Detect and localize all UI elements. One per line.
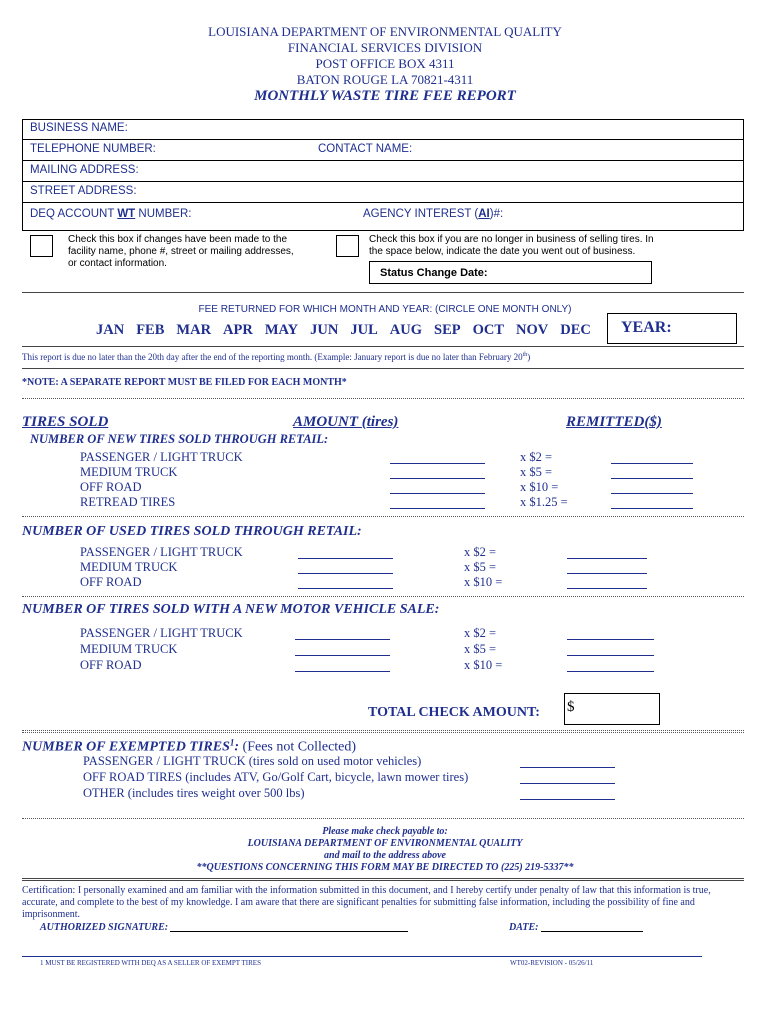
month-jul[interactable]: JUL bbox=[350, 322, 378, 338]
divider bbox=[22, 292, 744, 293]
rate-label: x $5 = bbox=[520, 465, 553, 479]
month-mar[interactable]: MAR bbox=[176, 322, 212, 338]
remitted-field[interactable] bbox=[567, 671, 654, 672]
month-apr[interactable]: APR bbox=[223, 322, 253, 338]
rate-label: x $10 = bbox=[520, 480, 559, 494]
remitted-field[interactable] bbox=[567, 655, 654, 656]
remitted-field[interactable] bbox=[567, 558, 647, 559]
remitted-field[interactable] bbox=[611, 478, 693, 479]
rate-label: x $10 = bbox=[464, 575, 503, 589]
total-check-field[interactable] bbox=[564, 693, 660, 725]
month-jun[interactable]: JUN bbox=[310, 322, 339, 338]
divider bbox=[22, 880, 744, 881]
exempt-tire-label: OFF ROAD TIRES (includes ATV, Go/Golf Cart, bicycle, lawn mower tires) bbox=[83, 770, 469, 784]
tire-type-label: MEDIUM TRUCK bbox=[80, 465, 178, 479]
amount-field[interactable] bbox=[390, 508, 485, 509]
revision: WT02-REVISION - 05/26/11 bbox=[510, 959, 594, 967]
mailing-address-label: MAILING ADDRESS: bbox=[30, 164, 139, 176]
business-name-field[interactable] bbox=[22, 119, 744, 140]
amount-field[interactable] bbox=[298, 588, 393, 589]
divider bbox=[22, 398, 744, 399]
month-list bbox=[96, 322, 603, 339]
telephone-field[interactable]: TELEPHONE NUMBER: bbox=[30, 143, 156, 155]
rate-label: x $1.25 = bbox=[520, 495, 568, 509]
tire-type-label: PASSENGER / LIGHT TRUCK bbox=[80, 626, 243, 640]
date-line[interactable] bbox=[541, 931, 643, 932]
tire-type-label: OFF ROAD bbox=[80, 575, 142, 589]
month-dec[interactable]: DEC bbox=[560, 322, 591, 338]
rate-label: x $2 = bbox=[464, 626, 497, 640]
month-aug[interactable]: AUG bbox=[389, 322, 423, 338]
tire-type-label: OFF ROAD bbox=[80, 480, 142, 494]
total-check-label: TOTAL CHECK AMOUNT: bbox=[368, 705, 540, 720]
agency-interest-field[interactable]: AGENCY INTEREST (AI)#: bbox=[363, 208, 504, 220]
remitted-field[interactable] bbox=[567, 588, 647, 589]
rate-label: x $2 = bbox=[464, 545, 497, 559]
new-retail-title: NUMBER OF NEW TIRES SOLD THROUGH RETAIL: bbox=[30, 432, 329, 446]
amount-field[interactable] bbox=[390, 478, 485, 479]
divider bbox=[22, 596, 744, 597]
month-may[interactable]: MAY bbox=[264, 322, 299, 338]
payment-line-2: LOUISIANA DEPARTMENT OF ENVIRONMENTAL QUALITY bbox=[247, 838, 523, 849]
exempt-amount-field[interactable] bbox=[520, 767, 615, 768]
signature-label: AUTHORIZED SIGNATURE: bbox=[40, 922, 169, 933]
rate-label: x $10 = bbox=[464, 658, 503, 672]
amount-field[interactable] bbox=[390, 463, 485, 464]
form-title: MONTHLY WASTE TIRE FEE REPORT bbox=[254, 88, 516, 104]
exempt-tire-label: PASSENGER / LIGHT TRUCK (tires sold on used motor vehicles) bbox=[83, 754, 422, 768]
header-line-1: LOUISIANA DEPARTMENT OF ENVIRONMENTAL QUALITY bbox=[208, 24, 562, 39]
remitted-field[interactable] bbox=[567, 573, 647, 574]
header-line-2: FINANCIAL SERVICES DIVISION bbox=[287, 40, 483, 55]
business-name-label: BUSINESS NAME: bbox=[30, 122, 128, 134]
exempted-title: NUMBER OF EXEMPTED TIRES$^1$: (Fees not Collected) bbox=[22, 737, 357, 755]
month-oct[interactable]: OCT bbox=[472, 322, 505, 338]
rate-label: x $2 = bbox=[520, 450, 553, 464]
amount-field[interactable] bbox=[295, 671, 390, 672]
exempt-tire-label: OTHER (includes tires weight over 500 lbs) bbox=[83, 786, 305, 800]
footnote: 1 MUST BE REGISTERED WITH DEQ AS A SELLER OF EXEMPT TIRES bbox=[40, 959, 261, 967]
divider bbox=[22, 818, 744, 819]
telephone-contact-row bbox=[22, 140, 744, 161]
changes-checkbox-text: Check this box if changes have been made to the facility name, phone #, street or mailing addresses, or contact information. bbox=[68, 234, 294, 269]
due-note: This report is due no later than the 20th day after the end of the reporting month. (Example: January report is due no later than February 20th) bbox=[22, 352, 531, 362]
account-row bbox=[22, 203, 744, 230]
payment-line-3: and mail to the address above bbox=[324, 850, 446, 861]
tire-type-label: PASSENGER / LIGHT TRUCK bbox=[80, 450, 243, 464]
period-instruction: FEE RETURNED FOR WHICH MONTH AND YEAR: (CIRCLE ONE MONTH ONLY) bbox=[198, 304, 572, 315]
out-of-business-text: Check this box if you are no longer in business of selling tires. In the space below, indicate the date you went out of business. bbox=[369, 234, 654, 257]
out-of-business-checkbox[interactable] bbox=[336, 235, 359, 257]
amount-field[interactable] bbox=[298, 573, 393, 574]
month-feb[interactable]: FEB bbox=[136, 322, 165, 338]
column-amount: AMOUNT (tires) bbox=[293, 414, 399, 430]
changes-checkbox[interactable] bbox=[30, 235, 53, 257]
remitted-field[interactable] bbox=[567, 639, 654, 640]
street-address-label: STREET ADDRESS: bbox=[30, 185, 137, 197]
amount-field[interactable] bbox=[298, 558, 393, 559]
amount-field[interactable] bbox=[295, 655, 390, 656]
divider bbox=[22, 878, 744, 879]
contact-name-field[interactable]: CONTACT NAME: bbox=[318, 143, 413, 155]
column-remitted: REMITTED($) bbox=[566, 414, 662, 430]
used-retail-title: NUMBER OF USED TIRES SOLD THROUGH RETAIL: bbox=[22, 524, 362, 539]
signature-line[interactable] bbox=[170, 931, 408, 932]
currency-symbol: $ bbox=[567, 699, 575, 715]
divider bbox=[22, 516, 744, 517]
separate-report-note: *NOTE: A SEPARATE REPORT MUST BE FILED FOR EACH MONTH* bbox=[22, 377, 347, 388]
remitted-field[interactable] bbox=[611, 463, 693, 464]
certification-text: Certification: I personally examined and am familiar with the information submitted in this document, and I hereby certify under penalty of law that this information is true, accurate, and complete to the best of my knowledge. I am aware that there are significant penalties for submitting false information, including the possibility of fine and imprisonment. bbox=[22, 885, 711, 920]
divider bbox=[22, 346, 744, 347]
divider bbox=[22, 732, 744, 733]
year-label: YEAR: bbox=[621, 319, 672, 336]
questions-line: **QUESTIONS CONCERNING THIS FORM MAY BE DIRECTED TO (225) 219-5337** bbox=[196, 862, 574, 873]
payment-line-1: Please make check payable to: bbox=[322, 826, 448, 837]
status-change-label: Status Change Date: bbox=[380, 267, 488, 279]
month-sep[interactable]: SEP bbox=[434, 322, 461, 338]
tire-type-label: PASSENGER / LIGHT TRUCK bbox=[80, 545, 243, 559]
remitted-field[interactable] bbox=[611, 508, 693, 509]
rate-label: x $5 = bbox=[464, 560, 497, 574]
deq-account-field[interactable]: DEQ ACCOUNT WT NUMBER: bbox=[30, 208, 192, 220]
date-label: DATE: bbox=[509, 922, 539, 933]
divider bbox=[22, 956, 702, 957]
exempt-amount-field[interactable] bbox=[520, 783, 615, 784]
status-change-date-field[interactable] bbox=[369, 261, 652, 284]
tire-type-label: MEDIUM TRUCK bbox=[80, 560, 178, 574]
month-nov[interactable]: NOV bbox=[516, 322, 549, 338]
motor-vehicle-title: NUMBER OF TIRES SOLD WITH A NEW MOTOR VEHICLE SALE: bbox=[22, 602, 440, 617]
tire-type-label: OFF ROAD bbox=[80, 658, 142, 672]
tire-type-label: MEDIUM TRUCK bbox=[80, 642, 178, 656]
amount-field[interactable] bbox=[295, 639, 390, 640]
month-jan[interactable]: JAN bbox=[96, 322, 125, 338]
divider bbox=[22, 730, 744, 731]
amount-field[interactable] bbox=[390, 493, 485, 494]
mailing-address-field[interactable] bbox=[22, 161, 744, 182]
header-line-4: BATON ROUGE LA 70821-4311 bbox=[296, 72, 474, 87]
remitted-field[interactable] bbox=[611, 493, 693, 494]
rate-label: x $5 = bbox=[464, 642, 497, 656]
tire-type-label: RETREAD TIRES bbox=[80, 495, 176, 509]
column-tires-sold: TIRES SOLD bbox=[22, 414, 109, 430]
header-line-3: POST OFFICE BOX 4311 bbox=[315, 56, 455, 71]
year-field[interactable] bbox=[607, 313, 737, 344]
street-address-field[interactable] bbox=[22, 182, 744, 203]
exempt-amount-field[interactable] bbox=[520, 799, 615, 800]
divider bbox=[22, 368, 744, 369]
